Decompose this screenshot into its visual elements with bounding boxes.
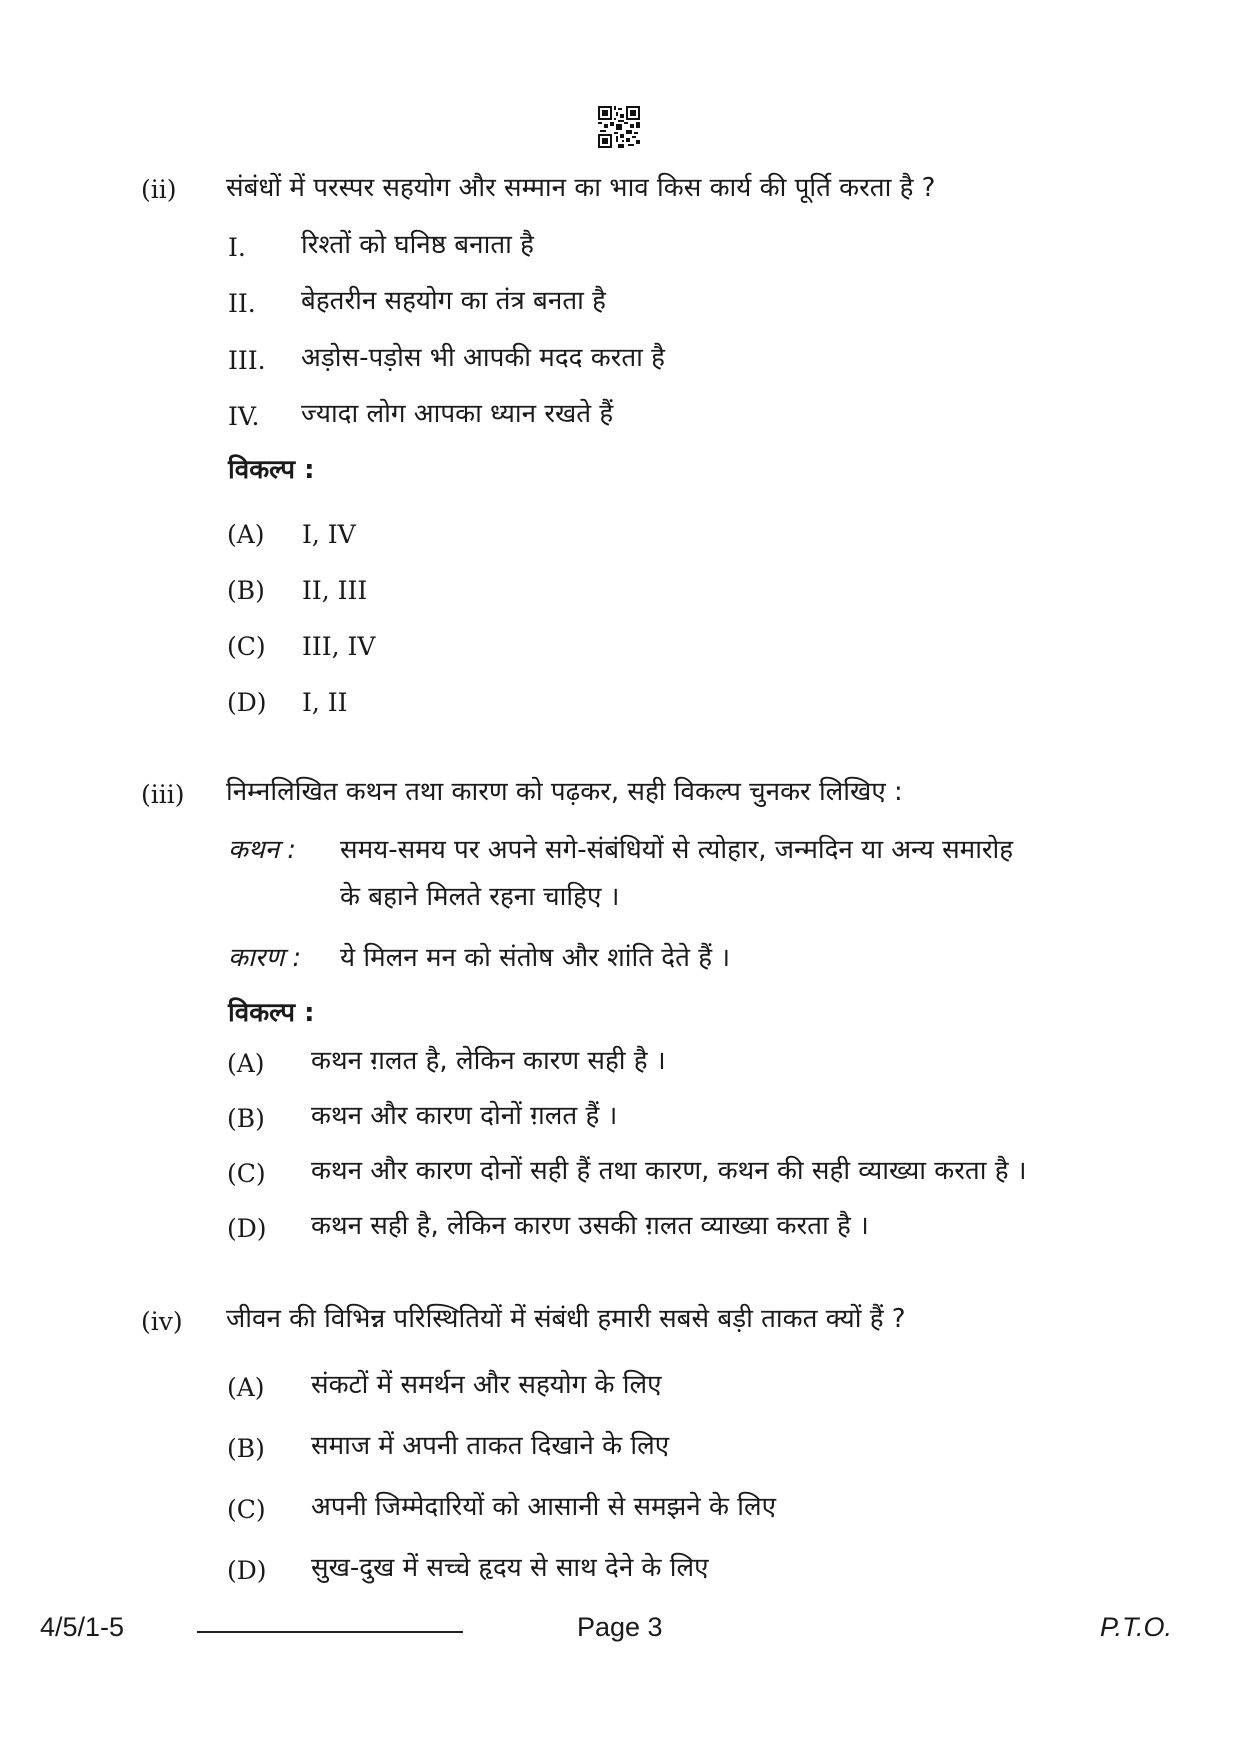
question-text: जीवन की विभिन्न परिस्थितियों में संबंधी हमारी सबसे बड़ी ताकत क्यों हैं ? (226, 1304, 906, 1334)
paper-code: 4/5/1-5 (40, 1612, 125, 1642)
statement-numeral: III. (228, 346, 266, 375)
please-turn-over: P.T.O. (1100, 1612, 1173, 1642)
option-text: कथन ग़लत है, लेकिन कारण सही है । (311, 1046, 666, 1076)
statement-text: ज्यादा लोग आपका ध्यान रखते हैं (301, 399, 614, 429)
question-number: (iv) (141, 1307, 183, 1336)
option-text: I, IV (302, 520, 356, 549)
statement-numeral: IV. (228, 402, 260, 431)
option-label: (B) (227, 576, 265, 605)
option-label: (B) (227, 1434, 265, 1463)
statement-text: अड़ोस-पड़ोस भी आपकी मदद करता है (301, 343, 665, 373)
option-label: (A) (227, 1373, 265, 1402)
option-text: III, IV (302, 632, 376, 661)
option-text: कथन और कारण दोनों ग़लत हैं । (311, 1101, 618, 1131)
option-label: (B) (227, 1104, 265, 1133)
option-text: अपनी जिम्मेदारियों को आसानी से समझने के लिए (311, 1492, 776, 1522)
option-text: II, III (302, 576, 368, 605)
option-text: I, II (302, 688, 348, 717)
option-label: (A) (227, 1049, 265, 1078)
page-number: Page 3 (577, 1612, 663, 1642)
option-label: (C) (227, 632, 266, 661)
option-label: (A) (227, 520, 265, 549)
question-number: (iii) (141, 780, 185, 809)
options-label: विकल्प : (228, 998, 315, 1028)
option-text: संकटों में समर्थन और सहयोग के लिए (311, 1370, 662, 1400)
assertion-label: कथन : (228, 835, 297, 865)
qr-code-icon (598, 106, 640, 148)
option-label: (D) (227, 688, 267, 717)
statement-numeral: II. (228, 289, 256, 318)
option-label: (C) (227, 1159, 266, 1188)
assertion-text: समय-समय पर अपने सगे-संबंधियों से त्योहार, जन्मदिन या अन्य समारोह (340, 835, 1014, 865)
question-text: संबंधों में परस्पर सहयोग और सम्मान का भाव किस कार्य की पूर्ति करता है ? (226, 173, 936, 203)
statement-numeral: I. (228, 233, 246, 262)
reason-label: कारण : (228, 943, 302, 973)
option-text: कथन सही है, लेकिन कारण उसकी ग़लत व्याख्या करता है । (311, 1211, 869, 1241)
reason-text: ये मिलन मन को संतोष और शांति देते हैं । (340, 943, 731, 973)
option-text: समाज में अपनी ताकत दिखाने के लिए (311, 1431, 670, 1461)
options-label: विकल्प : (228, 455, 315, 485)
option-label: (D) (227, 1556, 267, 1585)
statement-text: बेहतरीन सहयोग का तंत्र बनता है (301, 286, 606, 316)
statement-text: रिश्तों को घनिष्ठ बनाता है (301, 230, 534, 260)
option-label: (D) (227, 1214, 267, 1243)
assertion-text-continued: के बहाने मिलते रहना चाहिए । (340, 882, 620, 912)
question-text: निम्नलिखित कथन तथा कारण को पढ़कर, सही विकल्प चुनकर लिखिए : (226, 777, 903, 807)
footer-rule (197, 1631, 463, 1633)
option-text: कथन और कारण दोनों सही हैं तथा कारण, कथन की सही व्याख्या करता है । (311, 1156, 1027, 1186)
option-text: सुख-दुख में सच्चे हृदय से साथ देने के लिए (311, 1553, 709, 1583)
option-label: (C) (227, 1495, 266, 1524)
question-number: (ii) (141, 175, 177, 204)
